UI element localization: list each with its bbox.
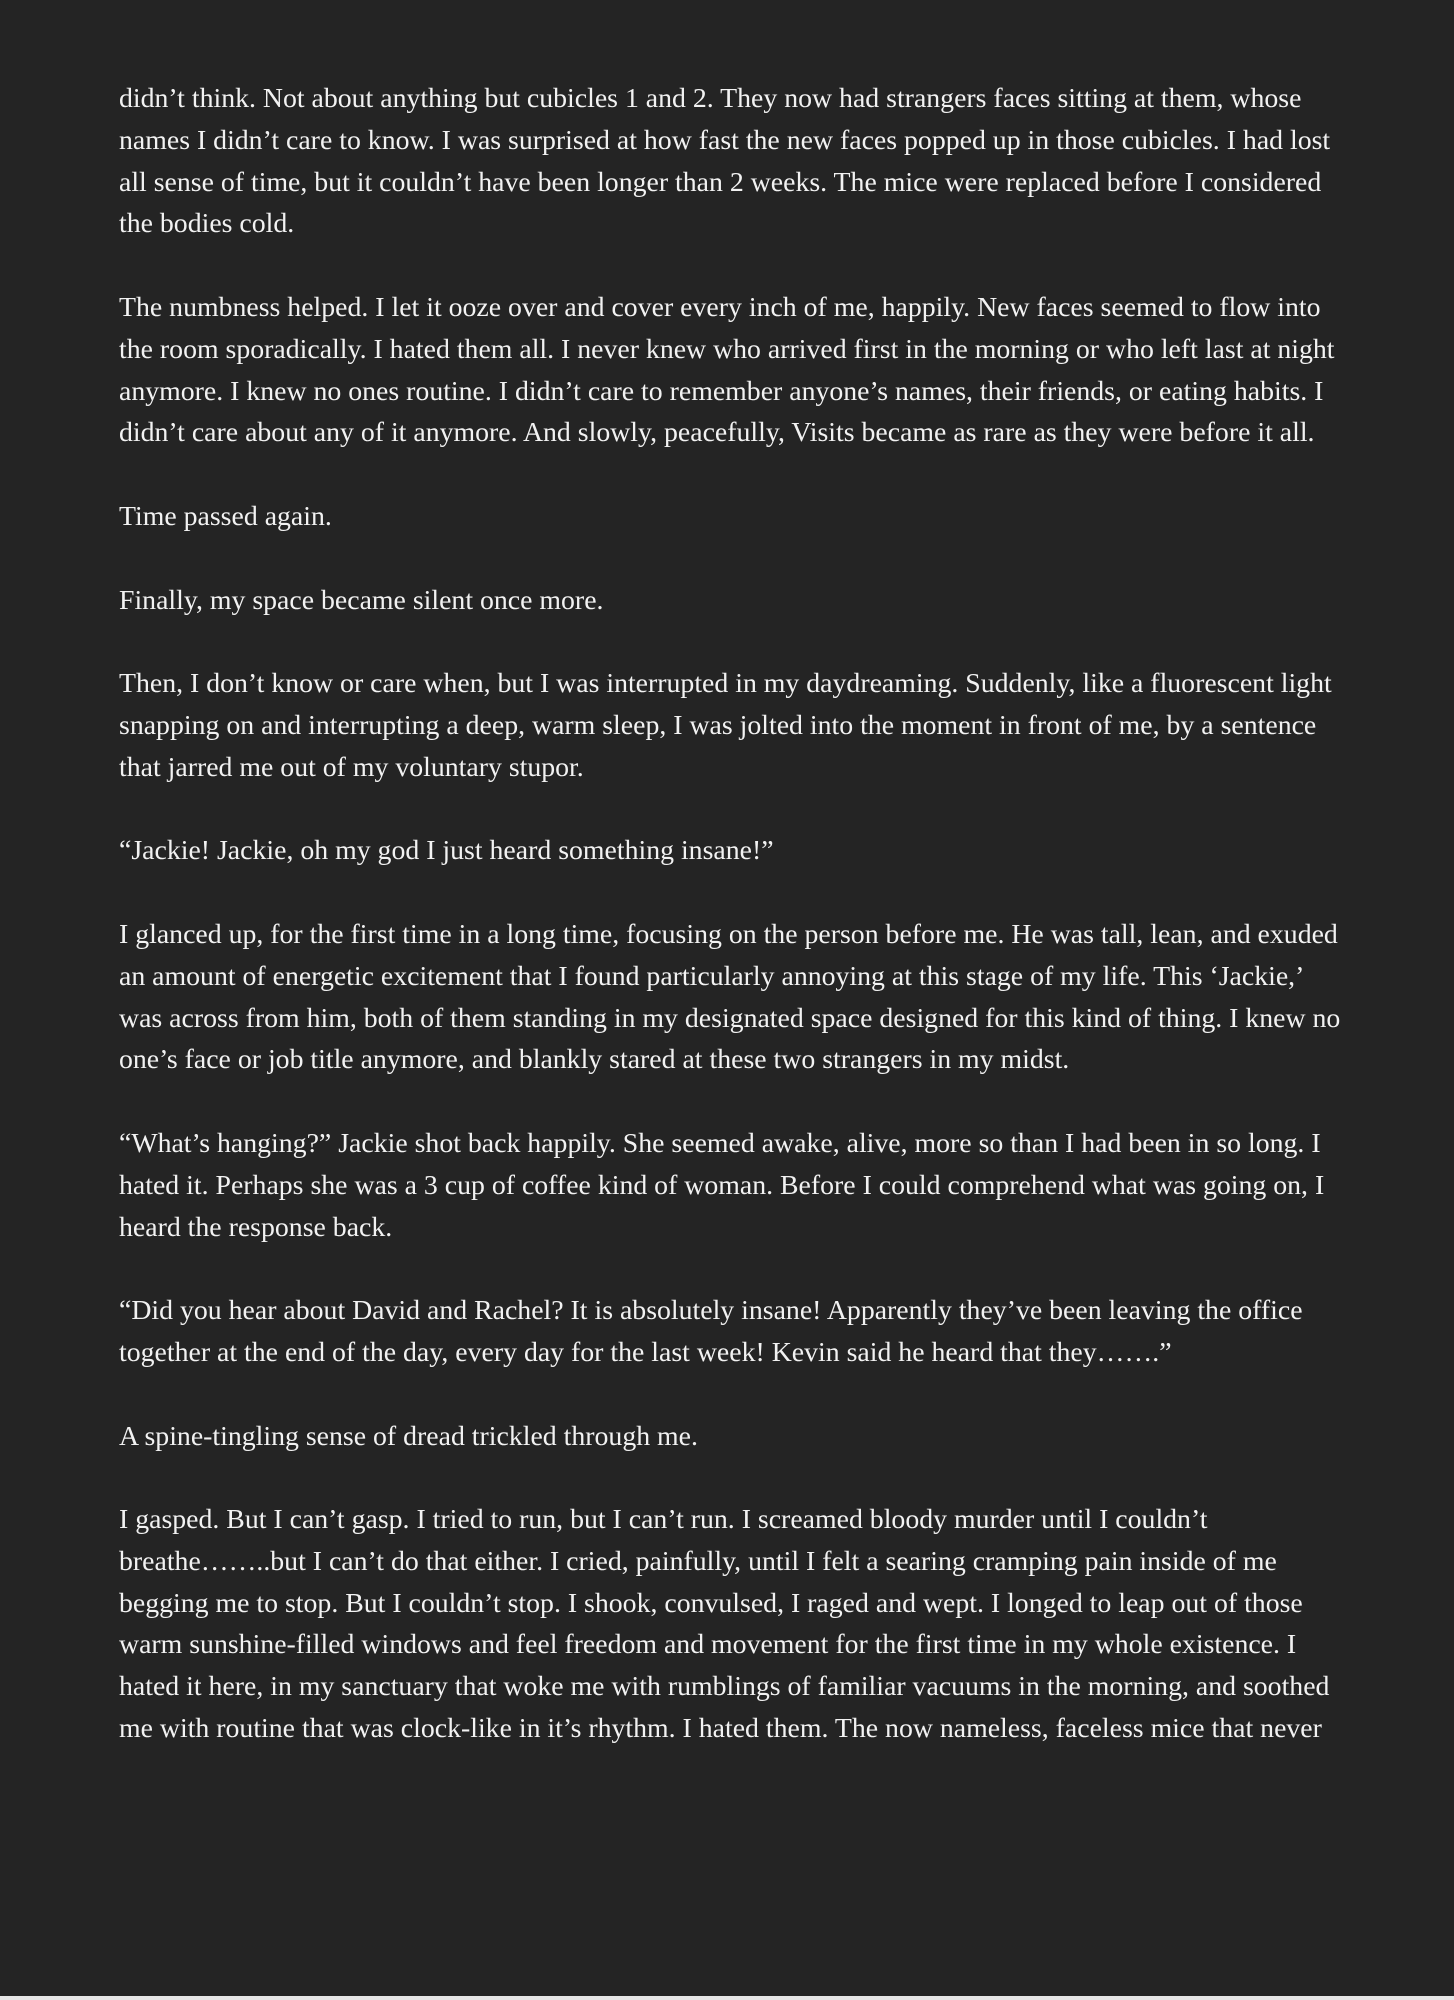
paragraph: Then, I don’t know or care when, but I was interrupted in my daydreaming. Suddenly, like a fluorescent light snapping on and interrupting a deep, warm sleep, I was jolted into the moment in front of me, by a sentence that jarred me out of my voluntary stupor. (119, 668, 1332, 783)
paragraph: Time passed again. (119, 500, 332, 532)
paragraph: I gasped. But I can’t gasp. I tried to run, but I can’t run. I screamed bloody murder until I couldn’t breathe……..but I can’t do that either. I cried, painfully, until I felt a searing cramping pain inside of me begging me to stop. But I couldn’t stop. I shook, convulsed, I raged and wept. I longed to leap out of those warm sunshine-filled windows and feel freedom and movement for the first time in my whole existence. I hated it here, in my sanctuary that woke me with rumblings of familiar vacuums in the morning, and soothed me with routine that was clock-like in it’s rhythm. I hated them. The now nameless, faceless mice that never (119, 1504, 1330, 1745)
paragraph: “Did you hear about David and Rachel? It is absolutely insane! Apparently they’ve been leaving the office together at the end of the day, every day for the last week! Kevin said he heard that they…….” (119, 1295, 1303, 1368)
page-bottom-edge (0, 1996, 1454, 2000)
paragraph: The numbness helped. I let it ooze over and cover every inch of me, happily. New faces seemed to flow into the room sporadically. I hated them all. I never knew who arrived first in the morning or who left last at night anymore. I knew no ones routine. I didn’t care to remember anyone’s names, their friends, or eating habits. I didn’t care about any of it anymore. And slowly, peacefully, Visits became as rare as they were before it all. (119, 291, 1335, 449)
paragraph: “Jackie! Jackie, oh my god I just heard something insane!” (119, 835, 774, 867)
paragraph: didn’t think. Not about anything but cubicles 1 and 2. They now had strangers faces sitting at them, whose names I didn’t care to know. I was surprised at how fast the new faces popped up in those cubicles. I had lost all sense of time, but it couldn’t have been longer than 2 weeks. The mice were replaced before I considered the bodies cold. (119, 83, 1331, 240)
paragraph: I glanced up, for the first time in a long time, focusing on the person before me. He was tall, lean, and exuded an amount of energetic excitement that I found particularly annoying at this stage of my life. This ‘Jackie,’ was across from him, both of them standing in my designated space designed for this kind of thing. I knew no one’s face or job title anymore, and blankly stared at these two strangers in my midst. (119, 918, 1341, 1076)
paragraph: A spine-tingling sense of dread trickled through me. (119, 1420, 698, 1452)
paragraph: “What’s hanging?” Jackie shot back happily. She seemed awake, alive, more so than I had been in so long. I hated it. Perhaps she was a 3 cup of coffee kind of woman. Before I could comprehend what was going on, I heard the response back. (119, 1127, 1325, 1243)
paragraph: Finally, my space became silent once more. (119, 584, 604, 616)
story-text-body (119, 78, 1344, 1750)
